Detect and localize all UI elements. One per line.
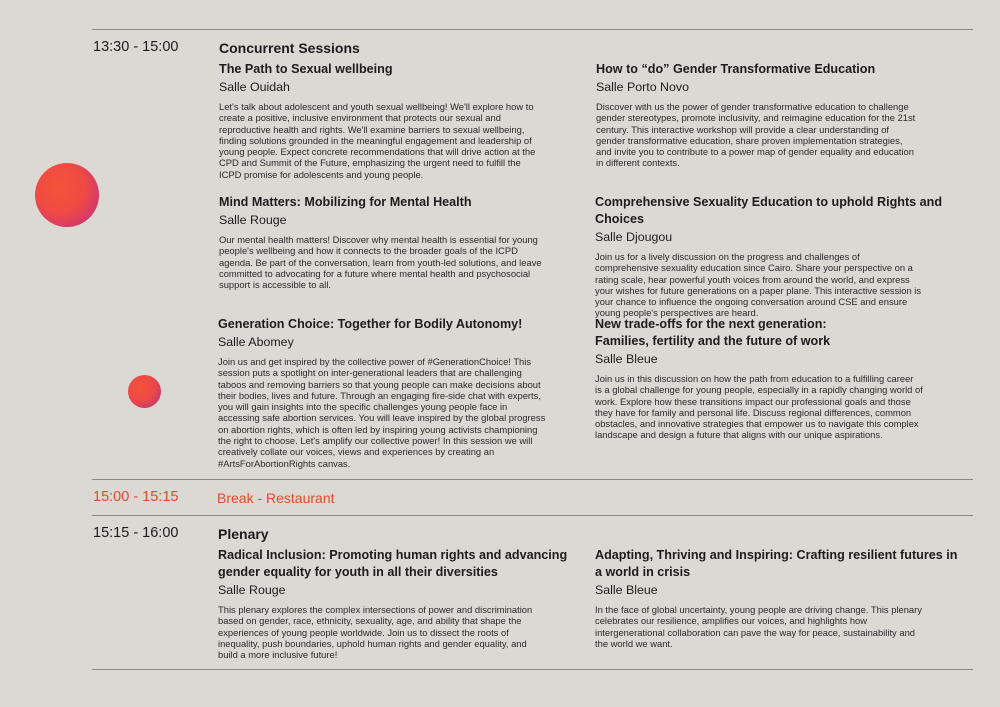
concurrent-time: 13:30 - 15:00 — [93, 39, 179, 55]
session-title: Comprehensive Sexuality Education to uphold Rights and Choices — [595, 195, 943, 226]
session-room: Salle Rouge — [218, 583, 286, 597]
top-divider — [92, 29, 973, 30]
session-room: Salle Bleue — [595, 352, 658, 366]
session-title: Adapting, Thriving and Inspiring: Crafting resilient futures in a world in crisis — [595, 548, 958, 579]
session-radical-inclusion — [218, 547, 580, 660]
session-title: Mind Matters: Mobilizing for Mental Health — [219, 195, 472, 209]
session-room: Salle Rouge — [219, 213, 287, 227]
session-room: Salle Djougou — [595, 230, 673, 244]
decorative-gradient-circle-small — [128, 375, 161, 408]
session-gender-transformative-education — [596, 61, 976, 169]
session-description: Our mental health matters! Discover why mental health is essential for young people's wellbeing and how it connects to the broader goals of the ICPD agenda. Be part of the conversation, learn from youth-led solutions, and leave committed to advocating for a future where mental health and psychosocial support is accessible to all. — [219, 234, 542, 291]
session-comprehensive-sexuality-education — [595, 194, 980, 319]
session-description: Join us and get inspired by the collective power of #GenerationChoice! This session puts a spotlight on inter-generational leaders that are challenging taboos and removing barriers so that young people can make decisions about their bodies, lives and future. Through an engaging fire-side chat with experts, you will gain insights into the specific challenges young people face in accessing safe abortion services. You will leave inspired by the global progress on abortion rights, which is often led by inspiring young activists championing the right to choose. Let's amplify our collective power! In this session we will creatively collate our voices, views and experiences by creating an #ArtsForAbortionRights canvas. — [218, 356, 546, 469]
session-title: New trade-offs for the next generation: Families, fertility and the future of work — [595, 317, 831, 348]
session-sexual-wellbeing — [219, 61, 579, 180]
session-title: How to “do” Gender Transformative Education — [596, 62, 876, 76]
decorative-gradient-circle-large — [35, 163, 99, 227]
session-description: In the face of global uncertainty, young people are driving change. This plenary celebrates our resilience, amplifies our voices, and highlights how intergenerational collaboration can pave the way for peace, sustainability and the world we want. — [595, 604, 922, 649]
session-room: Salle Abomey — [218, 335, 294, 349]
session-room: Salle Ouidah — [219, 80, 290, 94]
session-description: Join us for a lively discussion on the progress and challenges of comprehensive sexuality education since Cairo. Share your perspective on a rating scale, hear powerful youth voices from around the world, and express your wishes for future generations on a paper plane. This interactive session is your chance to influence the ongoing conversation around CSE and ensure young people's perspectives are heard. — [595, 251, 922, 319]
session-room: Salle Bleue — [595, 583, 658, 597]
break-top-divider — [92, 479, 973, 480]
concurrent-heading: Concurrent Sessions — [219, 40, 360, 56]
session-generation-choice — [218, 316, 580, 469]
session-description: Let's talk about adolescent and youth sexual wellbeing! We'll explore how to create a positive, inclusive environment that protects our sexual and reproductive health and rights. We'll examine barriers to sexual wellbeing, finding solutions grounded in the meaningful engagement and leadership of young people. Expect concrete recommendations that will drive action at the CPD and Summit of the Future, emphasizing the urgent need to fulfill the ICPD promise for adolescents and young people. — [219, 101, 536, 180]
session-description: This plenary explores the complex intersections of power and discrimination based on gender, race, ethnicity, sexuality, age, and ability that shape the experiences of young people worldwide. Join us to dissect the roots of inequality, push boundaries, uphold human rights and gender equality, and build a more inclusive future! — [218, 604, 533, 661]
session-description: Join us in this discussion on how the path from education to a fulfilling career is a global challenge for young people, especially in a rapidly changing world of work. Explore how these transitions impact our professional goals and those they have for family and personal life. Discuss regional differences, common obstacles, and innovative strategies that empower us to navigate this complex landscape and design a future that aligns with our unique aspirations. — [595, 373, 923, 441]
plenary-heading: Plenary — [218, 526, 269, 542]
break-bottom-divider — [92, 515, 973, 516]
session-title: Generation Choice: Together for Bodily Autonomy! — [218, 317, 523, 331]
break-time: 15:00 - 15:15 — [93, 489, 179, 505]
session-new-trade-offs — [595, 316, 975, 441]
session-title: Radical Inclusion: Promoting human rights and advancing gender equality for youth in all their diversities — [218, 548, 568, 579]
bottom-divider — [92, 669, 973, 670]
session-adapting-thriving — [595, 547, 975, 649]
session-room: Salle Porto Novo — [596, 80, 689, 94]
session-mental-health — [219, 194, 579, 290]
session-title: The Path to Sexual wellbeing — [219, 62, 393, 76]
break-heading: Break - Restaurant — [217, 490, 335, 506]
session-description: Discover with us the power of gender transformative education to challenge gender stereotypes, promote inclusivity, and reimagine education for the 21st century. This interactive workshop will provide a clear understanding of gender transformative education, share proven implementation strategies, and invite you to contribute to a power map of gender equality and education in different contexts. — [596, 101, 916, 169]
plenary-time: 15:15 - 16:00 — [93, 525, 179, 541]
